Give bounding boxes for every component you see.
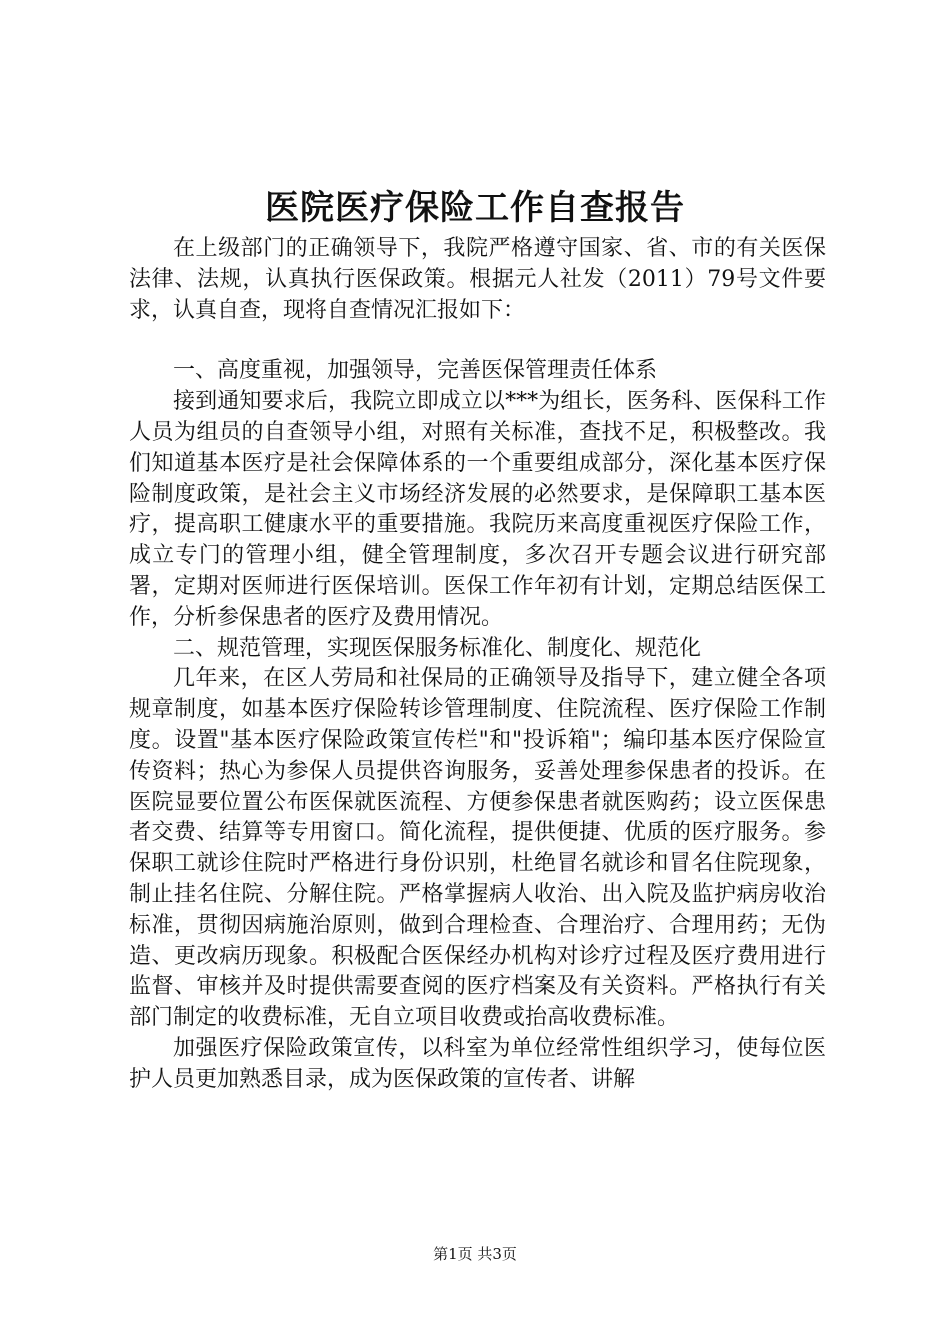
section-2-paragraph: 几年来，在区人劳局和社保局的正确领导及指导下，建立健全各项规章制度，如基本医疗保险转诊管理制度、住院流程、医疗保险工作制度。设置"基本医疗保险政策宣传栏"和"投诉箱"；编印基本医疗保险宣传资料；热心为参保人员提供咨询服务，妥善处理参保患者的投诉。在医院显要位置公布医保就医流程、方便参保患者就医购药；设立医保患者交费、结算等专用窗口。简化流程，提供便捷、优质的医疗服务。参保职工就诊住院时严格进行身份识别，杜绝冒名就诊和冒名住院现象，制止挂名住院、分解住院。严格掌握病人收治、出入院及监护病房收治标准，贯彻因病施治原则，做到合理检查、合理治疗、合理用药；无伪造、更改病历现象。积极配合医保经办机构对诊疗过程及医疗费用进行监督、审核并及时提供需要查阅的医疗档案及有关资料。严格执行有关部门制定的收费标准，无自立项目收费或抬高收费标准。	[129, 666, 826, 1031]
section-1-paragraph: 接到通知要求后，我院立即成立以***为组长，医务科、医保科工作人员为组员的自查领导小组，对照有关标准，查找不足，积极整改。我们知道基本医疗是社会保障体系的一个重要组成部分，深化基本医疗保险制度政策，是社会主义市场经济发展的必然要求，是保障职工基本医疗，提高职工健康水平的重要措施。我院历来高度重视医疗保险工作，成立专门的管理小组，健全管理制度，多次召开专题会议进行研究部署，定期对医师进行医保培训。医保工作年初有计划，定期总结医保工作，分析参保患者的医疗及费用情况。	[129, 389, 826, 630]
document-title: 医院医疗保险工作自查报告	[265, 188, 685, 228]
section-heading-1: 一、高度重视，加强领导，完善医保管理责任体系	[173, 358, 658, 384]
intro-paragraph: 在上级部门的正确领导下，我院严格遵守国家、省、市的有关医保法律、法规，认真执行医保政策。根据元人社发（2011）79号文件要求，认真自查，现将自查情况汇报如下：	[129, 236, 826, 323]
section-2-paragraph-continued: 加强医疗保险政策宣传，以科室为单位经常性组织学习，使每位医护人员更加熟悉目录，成为医保政策的宣传者、讲解	[129, 1035, 826, 1092]
document-body	[129, 234, 826, 1096]
page-footer: 第1页 共3页	[433, 1245, 517, 1263]
section-heading-2: 二、规范管理，实现医保服务标准化、制度化、规范化	[173, 635, 702, 661]
